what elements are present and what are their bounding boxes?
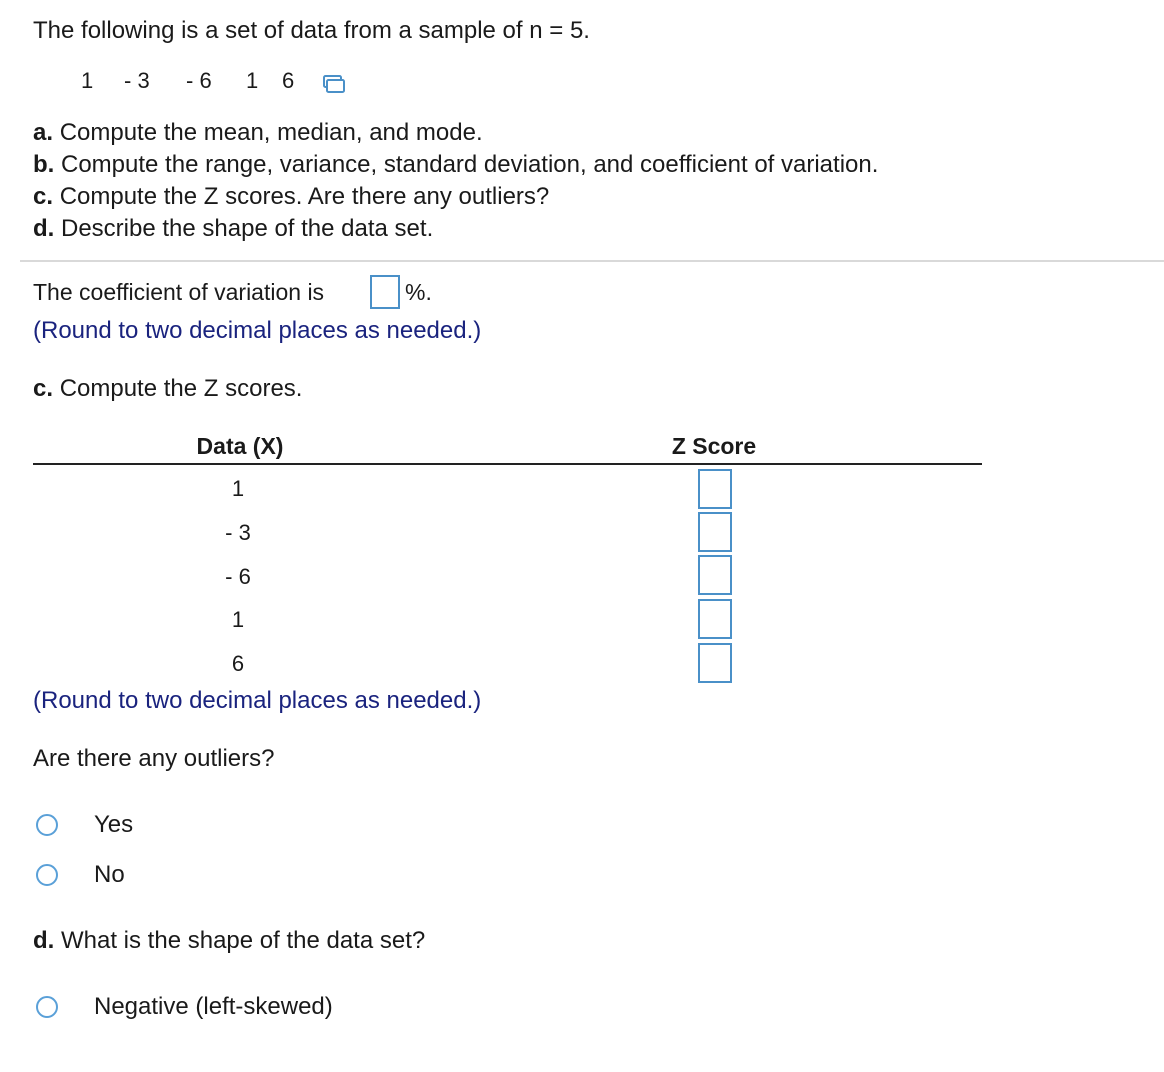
data-value: - 3 — [124, 68, 150, 93]
intro-text: The following is a set of data from a sample of n = 5. — [33, 17, 590, 44]
cv-round-note: (Round to two decimal places as needed.) — [33, 317, 482, 344]
table-cell-x: 1 — [231, 476, 245, 501]
cv-suffix: %. — [405, 279, 432, 305]
task-a: a. Compute the mean, median, and mode. — [33, 119, 483, 146]
table-header-zscore: Z Score — [671, 433, 757, 459]
data-value: 1 — [81, 68, 94, 93]
outlier-yes-label[interactable]: Yes — [94, 811, 134, 838]
shape-negative-radio[interactable] — [36, 996, 58, 1018]
part-d-heading: d. What is the shape of the data set? — [33, 927, 426, 954]
table-cell-x: - 3 — [225, 520, 251, 545]
zscore-input[interactable] — [698, 555, 732, 595]
table-cell-x: - 6 — [225, 564, 251, 589]
shape-negative-label[interactable]: Negative (left-skewed) — [94, 993, 333, 1020]
outlier-no-label[interactable]: No — [94, 861, 125, 888]
cv-prefix: The coefficient of variation is — [33, 279, 325, 305]
task-b: b. Compute the range, variance, standard deviation, and coefficient of variation. — [33, 151, 879, 178]
outlier-no-radio[interactable] — [36, 864, 58, 886]
task-c: c. Compute the Z scores. Are there any outliers? — [33, 183, 550, 210]
task-d: d. Describe the shape of the data set. — [33, 215, 434, 242]
section-divider — [20, 260, 1164, 262]
zscore-input[interactable] — [698, 643, 732, 683]
table-cell-x: 6 — [231, 651, 245, 676]
zscore-input[interactable] — [698, 512, 732, 552]
table-header-data: Data (X) — [196, 433, 284, 459]
data-value: - 6 — [186, 68, 212, 93]
zscore-round-note: (Round to two decimal places as needed.) — [33, 687, 482, 714]
table-cell-x: 1 — [231, 607, 245, 632]
zscore-input[interactable] — [698, 469, 732, 509]
data-value: 6 — [282, 68, 295, 93]
cv-input[interactable] — [370, 275, 400, 309]
part-c-heading: c. Compute the Z scores. — [33, 375, 303, 402]
outlier-yes-radio[interactable] — [36, 814, 58, 836]
copy-data-icon[interactable] — [323, 75, 345, 93]
zscore-input[interactable] — [698, 599, 732, 639]
table-header-rule — [33, 463, 982, 465]
outlier-question: Are there any outliers? — [33, 745, 275, 772]
data-value: 1 — [246, 68, 259, 93]
